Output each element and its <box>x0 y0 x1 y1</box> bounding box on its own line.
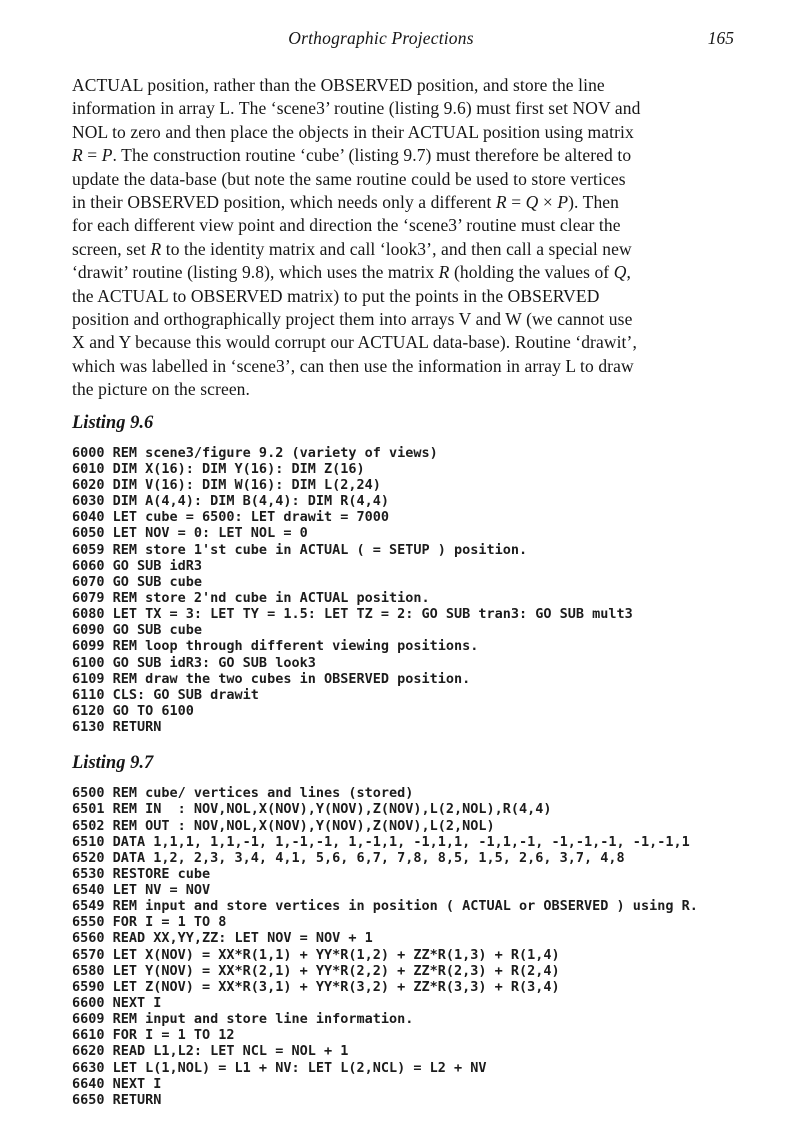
paragraph-line: for each different view point and direction the ‘scene3’ routine must clear the <box>72 215 621 236</box>
code-line: 6530 RESTORE cube <box>72 865 211 882</box>
code-line: 6109 REM draw the two cubes in OBSERVED position. <box>72 670 471 687</box>
paragraph-line: screen, set R to the identity matrix and call ‘look3’, and then call a special new <box>72 238 632 259</box>
code-line: 6520 DATA 1,2, 2,3, 3,4, 4,1, 5,6, 6,7, 7,8, 8,5, 1,5, 2,6, 3,7, 4,8 <box>72 849 625 866</box>
code-line: 6540 LET NV = NOV <box>72 882 211 899</box>
paragraph-line: update the data-base (but note the same routine could be used to store vertices <box>72 168 626 189</box>
paragraph-line: in their OBSERVED position, which needs only a different R = Q × P). Then <box>72 192 620 213</box>
code-line: 6020 DIM V(16): DIM W(16): DIM L(2,24) <box>72 476 381 493</box>
listing-9-6-code <box>72 445 736 736</box>
body-paragraph <box>72 74 736 402</box>
code-line: 6560 READ XX,YY,ZZ: LET NOV = NOV + 1 <box>72 930 373 947</box>
code-line: 6630 LET L(1,NOL) = L1 + NV: LET L(2,NCL) = L2 + NV <box>72 1059 487 1076</box>
code-line: 6120 GO TO 6100 <box>72 702 194 719</box>
code-line: 6549 REM input and store vertices in position ( ACTUAL or OBSERVED ) using R. <box>72 898 698 915</box>
paragraph-line: which was labelled in ‘scene3’, can then use the information in array L to draw <box>72 355 634 376</box>
listing-9-7-code <box>72 785 736 1108</box>
paragraph-line: the ACTUAL to OBSERVED matrix) to put the points in the OBSERVED <box>72 285 600 306</box>
code-line: 6060 GO SUB idR3 <box>72 557 203 574</box>
running-head-title: Orthographic Projections <box>288 28 474 48</box>
code-line: 6590 LET Z(NOV) = XX*R(3,1) + YY*R(3,2) + ZZ*R(3,3) + R(3,4) <box>72 978 560 995</box>
paragraph-line: R = P. The construction routine ‘cube’ (listing 9.7) must therefore be altered to <box>72 145 632 166</box>
code-line: 6030 DIM A(4,4): DIM B(4,4): DIM R(4,4) <box>72 493 389 510</box>
code-line: 6620 READ L1,L2: LET NCL = NOL + 1 <box>72 1043 349 1060</box>
code-line: 6502 REM OUT : NOV,NOL,X(NOV),Y(NOV),Z(NOV),L(2,NOL) <box>72 817 495 834</box>
paragraph-line: X and Y because this would corrupt our ACTUAL data-base). Routine ‘drawit’, <box>72 332 637 353</box>
code-line: 6609 REM input and store line information. <box>72 1011 414 1028</box>
listing-9-6-caption: Listing 9.6 <box>72 412 154 433</box>
code-line: 6090 GO SUB cube <box>72 622 203 639</box>
code-line: 6050 LET NOV = 0: LET NOL = 0 <box>72 525 308 542</box>
code-line: 6000 REM scene3/figure 9.2 (variety of views) <box>72 444 438 461</box>
code-line: 6080 LET TX = 3: LET TY = 1.5: LET TZ = 2: GO SUB tran3: GO SUB mult3 <box>72 606 633 623</box>
code-line: 6110 CLS: GO SUB drawit <box>72 686 259 703</box>
code-line: 6510 DATA 1,1,1, 1,1,-1, 1,-1,-1, 1,-1,1, -1,1,1, -1,1,-1, -1,-1,-1, -1,-1,1 <box>72 833 690 850</box>
code-line: 6650 RETURN <box>72 1091 162 1108</box>
page-header <box>72 28 736 51</box>
code-line: 6640 NEXT I <box>72 1075 162 1092</box>
code-line: 6059 REM store 1'st cube in ACTUAL ( = SETUP ) position. <box>72 541 528 558</box>
paragraph-line: information in array L. The ‘scene3’ routine (listing 9.6) must first set NOV and <box>72 98 641 119</box>
code-line: 6079 REM store 2'nd cube in ACTUAL position. <box>72 589 430 606</box>
code-line: 6099 REM loop through different viewing positions. <box>72 638 479 655</box>
paragraph-line: the picture on the screen. <box>72 379 251 400</box>
paragraph-line: ‘drawit’ routine (listing 9.8), which uses the matrix R (holding the values of Q, <box>72 262 631 283</box>
code-line: 6130 RETURN <box>72 719 162 736</box>
paragraph-line: ACTUAL position, rather than the OBSERVED position, and store the line <box>72 75 605 95</box>
code-line: 6500 REM cube/ vertices and lines (stored) <box>72 785 414 802</box>
page-number: 165 <box>707 28 734 48</box>
code-line: 6040 LET cube = 6500: LET drawit = 7000 <box>72 509 389 526</box>
paragraph-line: NOL to zero and then place the objects in their ACTUAL position using matrix <box>72 121 634 142</box>
code-line: 6501 REM IN : NOV,NOL,X(NOV),Y(NOV),Z(NOV),L(2,NOL),R(4,4) <box>72 801 552 818</box>
code-line: 6100 GO SUB idR3: GO SUB look3 <box>72 654 316 671</box>
code-line: 6070 GO SUB cube <box>72 573 203 590</box>
code-line: 6550 FOR I = 1 TO 8 <box>72 914 227 931</box>
code-line: 6010 DIM X(16): DIM Y(16): DIM Z(16) <box>72 460 365 477</box>
code-line: 6570 LET X(NOV) = XX*R(1,1) + YY*R(1,2) + ZZ*R(1,3) + R(1,4) <box>72 946 560 963</box>
code-line: 6610 FOR I = 1 TO 12 <box>72 1027 235 1044</box>
paragraph-line: position and orthographically project them into arrays V and W (we cannot use <box>72 309 633 330</box>
listing-9-7-caption: Listing 9.7 <box>72 753 154 774</box>
code-line: 6580 LET Y(NOV) = XX*R(2,1) + YY*R(2,2) + ZZ*R(2,3) + R(2,4) <box>72 962 560 979</box>
code-line: 6600 NEXT I <box>72 995 162 1012</box>
